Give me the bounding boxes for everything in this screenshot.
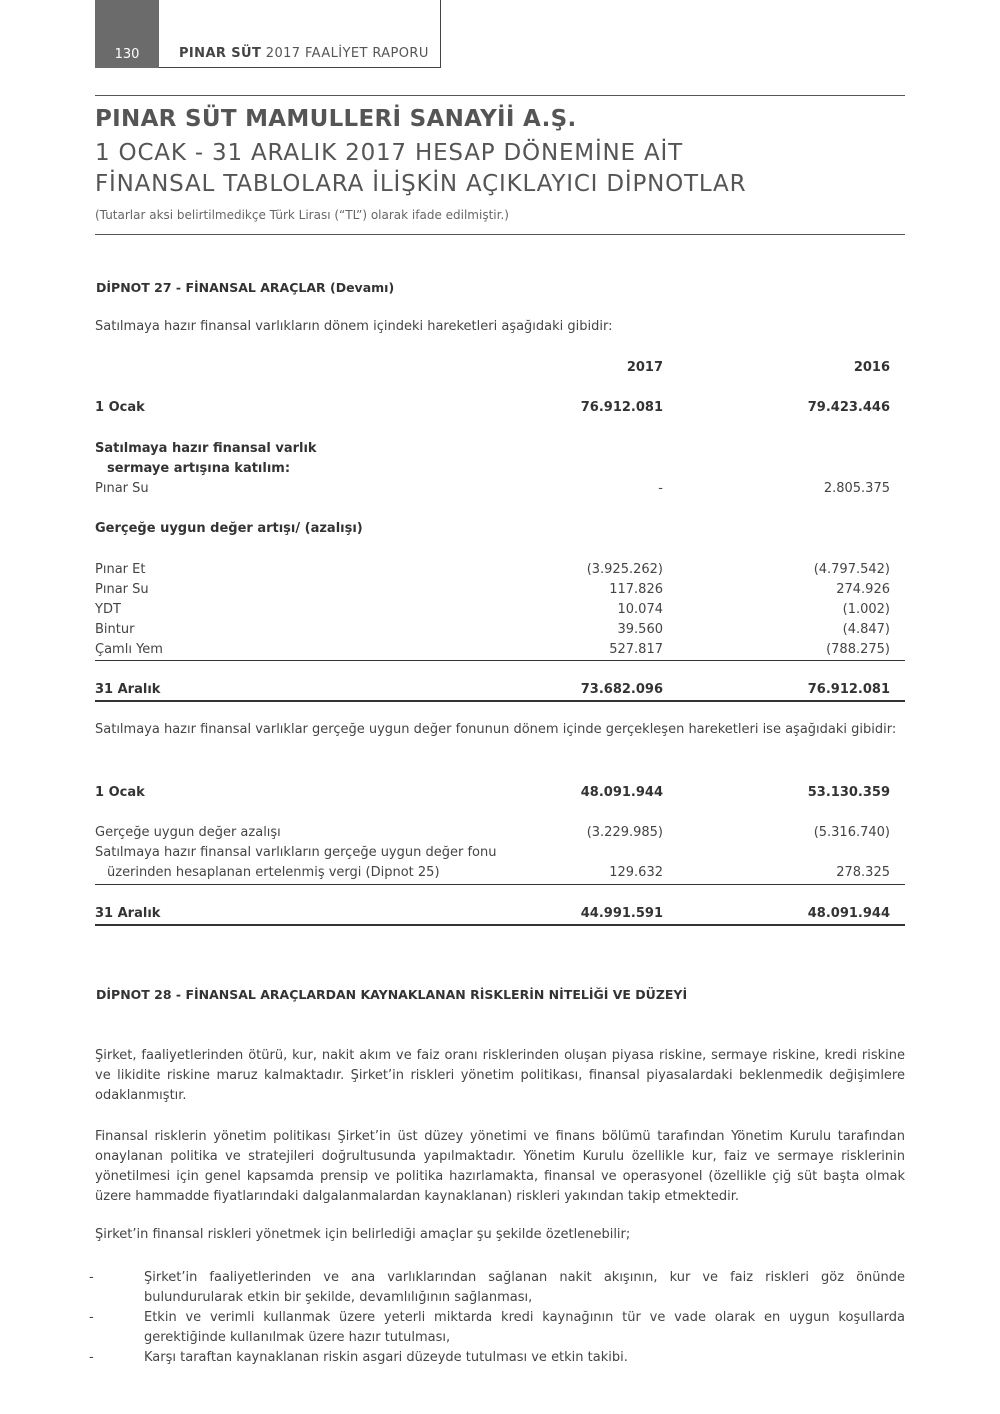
note27-intro-2: Satılmaya hazır finansal varlıklar gerçeğe uygun değer fonunun dönem içinde gerçekleşen hareketleri ise aşağıdaki gibidir:: [95, 722, 897, 737]
title-rule-bottom: [95, 234, 905, 235]
column-2016: 2016: [853, 360, 890, 375]
closing-balance-row: [95, 904, 905, 924]
note28-paragraph-2: [95, 1127, 905, 1207]
table-row: [95, 640, 905, 660]
value-2017: -: [658, 481, 663, 496]
row-label: 1 Ocak: [95, 785, 145, 800]
table-row: [95, 560, 905, 580]
row-label: 31 Aralık: [95, 906, 161, 921]
row-label: Bintur: [95, 622, 135, 637]
company-name: PINAR SÜT MAMULLERİ SANAYİİ A.Ş.: [95, 106, 577, 132]
value-2017: 76.912.081: [580, 400, 663, 415]
note28-heading: DİPNOT 28 - FİNANSAL ARAÇLARDAN KAYNAKLANAN RİSKLERİN NİTELİĞİ VE DÜZEYİ: [96, 987, 688, 1002]
value-2016: 79.423.446: [807, 400, 890, 415]
value-2017: 10.074: [617, 602, 663, 617]
note27-heading: DİPNOT 27 - FİNANSAL ARAÇLAR (Devamı): [96, 280, 395, 295]
bullet-mark: -: [89, 1270, 94, 1285]
row-label: üzerinden hesaplanan ertelenmiş vergi (Dipnot 25): [107, 865, 440, 880]
table-row: [95, 620, 905, 640]
subtotal-rule: [95, 884, 905, 885]
row-label: Pınar Su: [95, 481, 149, 496]
row-label: Pınar Su: [95, 582, 149, 597]
row-label: Satılmaya hazır finansal varlıkların gerçeğe uygun değer fonu: [95, 845, 497, 860]
period-title: 1 OCAK - 31 ARALIK 2017 HESAP DÖNEMİNE AİT: [95, 140, 683, 166]
report-name: 2017 FAALİYET RAPORU: [265, 46, 429, 61]
list-item-text: Karşı taraftan kaynaklanan riskin asgari düzeyde tutulması ve etkin takibi.: [144, 1350, 628, 1365]
bullet-mark: -: [89, 1350, 94, 1365]
table-row: [95, 600, 905, 620]
column-2017: 2017: [626, 360, 663, 375]
total-rule: [95, 700, 905, 702]
column-header-row: [95, 358, 905, 378]
row-label: Gerçeğe uygun değer artışı/ (azalışı): [95, 521, 363, 536]
brand-name: PINAR SÜT: [179, 46, 262, 61]
list-item: [89, 1268, 905, 1308]
row-label: Satılmaya hazır finansal varlık: [95, 441, 317, 456]
value-2017: 44.991.591: [580, 906, 663, 921]
deferred-tax-row: [95, 863, 905, 883]
value-2017: 527.817: [609, 642, 663, 657]
currency-note: (Tutarlar aksi belirtilmedikçe Türk Lirası (“TL”) olarak ifade edilmiştir.): [95, 208, 509, 222]
opening-balance-row: [95, 783, 905, 803]
value-2016: 274.926: [836, 582, 890, 597]
list-item-text: Etkin ve verimli kullanmak üzere yeterli miktarda kredi kaynağının tür ve vade olarak en uygun koşullarda gerektiğinde kullanılmak üzere hazır tutulması,: [144, 1310, 905, 1345]
paragraph-text: Şirket, faaliyetlerinden ötürü, kur, nakit akım ve faiz oranı risklerinden oluşan piyasa riskine, sermaye riskine, kredi riskine ve likidite riskine maruz kalmaktadır. Şirket’in riskleri yönetim politikası, finansal piyasalardaki beklenmedik değişimlere odaklanmıştır.: [95, 1048, 905, 1103]
value-2017: 48.091.944: [580, 785, 663, 800]
value-2017: 117.826: [609, 582, 663, 597]
opening-balance-row: [95, 398, 905, 418]
list-item: [89, 1308, 905, 1348]
value-2016: (4.797.542): [813, 562, 890, 577]
deferred-tax-label-row: [95, 843, 905, 863]
bullet-mark: -: [89, 1310, 94, 1325]
page-number: 130: [95, 0, 159, 68]
capital-heading-row: [95, 439, 905, 459]
capital-row: [95, 479, 905, 499]
value-2016: (788.275): [826, 642, 890, 657]
running-header: [95, 0, 441, 68]
note28-paragraph-1: [95, 1046, 905, 1106]
row-label: Çamlı Yem: [95, 642, 163, 657]
value-2017: (3.229.985): [586, 825, 663, 840]
title-rule-top: [95, 95, 905, 96]
row-label: 1 Ocak: [95, 400, 145, 415]
value-2017: 129.632: [609, 865, 663, 880]
value-2017: (3.925.262): [586, 562, 663, 577]
value-2016: 48.091.944: [807, 906, 890, 921]
note28-paragraph-3: Şirket’in finansal riskleri yönetmek için belirlediği amaçlar şu şekilde özetlenebilir;: [95, 1227, 631, 1242]
closing-balance-row: [95, 680, 905, 700]
total-rule: [95, 924, 905, 926]
list-item-text: Şirket’in faaliyetlerinden ve ana varlıklarından sağlanan nakit akışının, kur ve faiz riskleri göz önünde bulundurularak etkin bir şekilde, devamlılığının sağlanması,: [144, 1270, 905, 1305]
subtotal-rule: [95, 660, 905, 661]
table-row: [95, 580, 905, 600]
value-2017: 39.560: [617, 622, 663, 637]
value-2016: (4.847): [842, 622, 890, 637]
row-label: sermaye artışına katılım:: [107, 461, 291, 476]
value-2016: 53.130.359: [807, 785, 890, 800]
list-item: [89, 1348, 905, 1368]
value-2016: 278.325: [836, 865, 890, 880]
fair-value-heading-row: [95, 519, 905, 539]
value-2016: (1.002): [842, 602, 890, 617]
decrease-row: [95, 823, 905, 843]
value-2017: 73.682.096: [580, 682, 663, 697]
row-label: YDT: [95, 602, 121, 617]
report-title: [179, 46, 429, 61]
capital-heading-row-2: [95, 459, 905, 479]
paragraph-text: Finansal risklerin yönetim politikası Şirket’in üst düzey yönetimi ve finans bölümü tarafından Yönetim Kurulu tarafından onaylanan politika ve stratejileri doğrultusunda yapılmaktadır. Yönetim Kurulu özellikle kur, faiz ve sermaye risklerinin yönetilmesi için genel kapsamda prensip ve politika hazırlamakta, finansal ve operasyonel (özellikle çiğ süt başta olmak üzere hammadde fiyatlarındaki dalgalanmalardan kaynaklanan) riskleri yakından takip etmektedir.: [95, 1129, 905, 1204]
note27-intro: Satılmaya hazır finansal varlıkların dönem içindeki hareketleri aşağıdaki gibidir:: [95, 319, 613, 334]
row-label: 31 Aralık: [95, 682, 161, 697]
value-2016: (5.316.740): [813, 825, 890, 840]
notes-title: FİNANSAL TABLOLARA İLİŞKİN AÇIKLAYICI DİPNOTLAR: [95, 171, 747, 197]
value-2016: 76.912.081: [807, 682, 890, 697]
value-2016: 2.805.375: [823, 481, 890, 496]
row-label: Pınar Et: [95, 562, 146, 577]
row-label: Gerçeğe uygun değer azalışı: [95, 825, 281, 840]
